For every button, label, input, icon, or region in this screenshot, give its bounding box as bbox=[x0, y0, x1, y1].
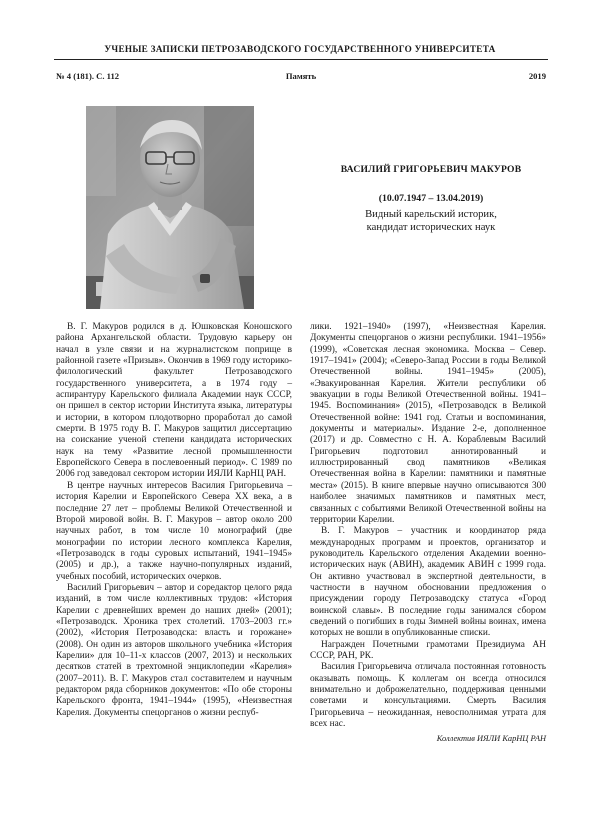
paragraph: Василий Григорьевич – автор и соредактор целого ряда изданий, в том числе коллективных трудов: «История Карелии с древнейших времен до наших дней» (2001); «Петрозаводск. Хроника трех столетий. 1703–2003 гг.» (2002), «История Петрозаводска: власть и горожане» (2008). Он один из авторов школьного учебника «История Карелии» для 10–11-х классов (2007, 2013) и нескольких десятков статей в трехтомной энциклопедии «Карелия» (2007–2011). В. Г. Макуров стал составителем и научным редактором ряда сборников документов: «По обе стороны Карельского фронта, 1941–1944» (1995), «Неизвестная Карелия. Документы спецорганов о жизни респуб- bbox=[56, 582, 292, 718]
header-rule bbox=[54, 59, 548, 60]
running-header bbox=[56, 71, 546, 83]
journal-title: УЧЕНЫЕ ЗАПИСКИ ПЕТРОЗАВОДСКОГО ГОСУДАРСТВЕННОГО УНИВЕРСИТЕТА bbox=[104, 44, 496, 54]
issue-page-number: № 4 (181). С. 112 bbox=[56, 71, 120, 81]
portrait-photo bbox=[86, 106, 254, 309]
paragraph: Василия Григорьевича отличала постоянная готовность оказывать помощь. К коллегам он всегда относился внимательно и доброжелательно, поддерживая ценными советами и консультациями. Смерть Василия Григорьевича – неожиданная, невосполнимая утрата для всех нас. bbox=[310, 662, 546, 730]
paragraph: В центре научных интересов Василия Григорьевича – история Карелии и Европейского Севера XX века, а в последние 27 лет – проблемы Великой Отечественной и Второй мировой войн. В. Г. Макуров – автор около 200 научных работ, в том числе 10 монографий (две монографии по истории лесного комплекса Карелия, «Петрозаводск в годы суровых испытаний, 1941–1945» (2005) и др.), а также научно-популярных изданий, учебных пособий, исторических очерков. bbox=[56, 480, 292, 582]
text-column-left bbox=[56, 322, 292, 719]
signature: Коллектив ИЯЛИ КарНЦ РАН bbox=[436, 734, 546, 744]
life-dates: (10.07.1947 – 13.04.2019) bbox=[378, 193, 484, 204]
person-name: ВАСИЛИЙ ГРИГОРЬЕВИЧ МАКУРОВ bbox=[340, 164, 522, 175]
paragraph: В. Г. Макуров – участник и координатор ряда международных программ и проектов, организатор и руководитель Карельского отделения Академии военно-исторических наук (АВИН), академик АВИН с 1999 года. Он активно участвовал в экспертной деятельности, в частности в научном обосновании предложения о присуждении городу Петрозаводску статуса «Город воинской славы». В последние годы занимался сбором сведений о погибших в годы Зимней войны воинах, имена которых не вошли в опубликованные списки. bbox=[310, 526, 546, 639]
subtitle bbox=[300, 209, 562, 235]
subtitle-line: кандидат исторических наук bbox=[366, 221, 496, 233]
subtitle-line: Видный карельский историк, bbox=[365, 209, 497, 220]
section-name: Память bbox=[285, 71, 317, 81]
paragraph: Награжден Почетными грамотами Президиума АН СССР, РАН, РК. bbox=[310, 639, 546, 661]
portrait-illustration bbox=[86, 106, 254, 309]
paragraph: лики. 1921–1940» (1997), «Неизвестная Карелия. Документы спецорганов о жизни республики. 1941–1956» (1999), «Советская лесная экономика. Москва – Север. 1917–1941» (2004); «Северо-Запад России в годы Великой Отечественной войны. 1941–1945» (2005), «Эвакуированная Карелия. Жители республики об эвакуации в годы Великой Отечественной войны. 1941–1945. Воспоминания» (2015), «Петрозаводск в Великой Отечественной войне: 1941 год. Статьи и воспоминания, документы и материалы». Издание 2-е, дополненное (2017) и др. Совместно с Н. А. Кораблевым Василий Григорьевич подготовил аннотированный и иллюстрированный свод памятников «Великая Отечественная война в Карелии: памятники и памятные места» (2015). В книге впервые научно описываются 300 наиболее значимых памятников и памятных мест, связанных с событиями Великой Отечественной войны на территории Карелии. bbox=[310, 322, 546, 525]
issue-year: 2019 bbox=[528, 71, 546, 81]
text-column-right bbox=[310, 322, 546, 745]
paragraph: В. Г. Макуров родился в д. Юшковская Коношского района Архангельской области. Трудовую карьеру он начал в узле связи и на журналистском поприще в районной газете «Призыв». Окончив в 1969 году историко-филологический факультет Петрозаводского государственного университета, а в 1974 году – аспирантуру Карельского филиала Академии наук СССР, он пришел в сектор истории Института языка, литературы и истории, в котором плодотворно проработал до самой смерти. В 1975 году В. Г. Макуров защитил диссертацию на соискание ученой степени кандидата исторических наук на тему «Развитие лесной промышленности Европейского Севера в послевоенный период». С 1989 по 2006 год заведовал сектором истории ИЯЛИ КарНЦ РАН. bbox=[56, 322, 292, 480]
